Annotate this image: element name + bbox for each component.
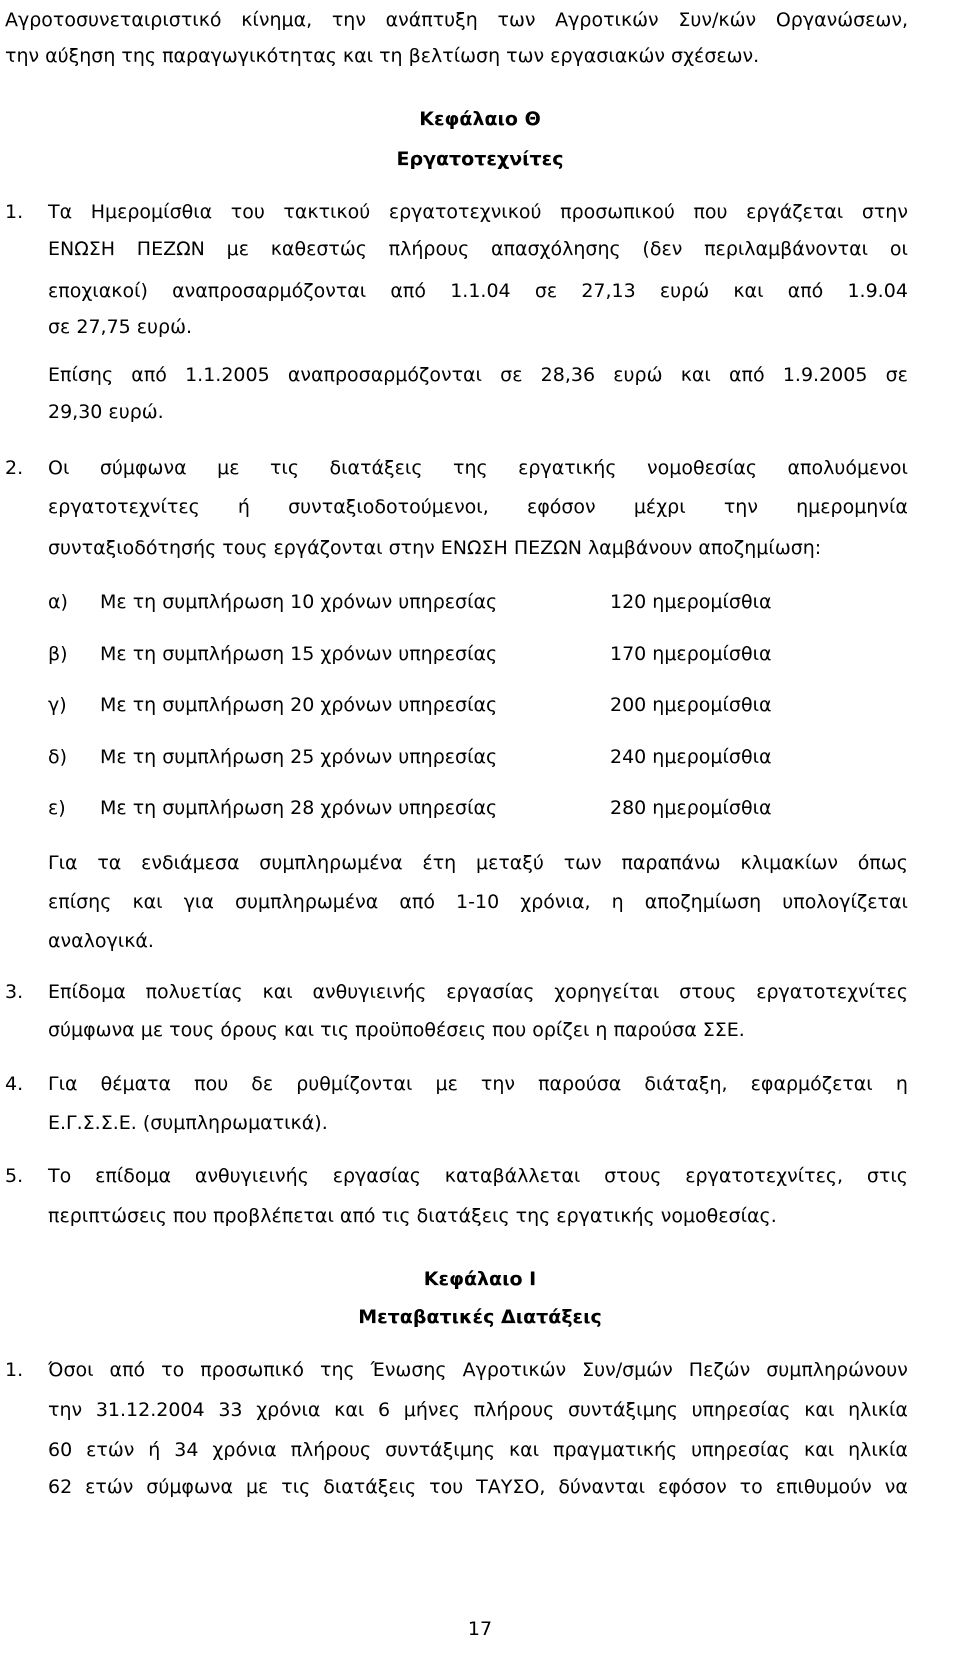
word: 1-10: [456, 891, 500, 913]
word: εφόσον: [658, 1476, 727, 1498]
item-1-number: 1.: [5, 201, 24, 223]
word: χρόνια: [212, 1439, 277, 1461]
word: από: [729, 364, 765, 386]
transitional-item-1-line-3: [48, 1441, 908, 1460]
word: 60: [48, 1439, 73, 1461]
word: εργασίας: [332, 1165, 421, 1187]
word: σύμφωνα: [99, 457, 187, 479]
word: πολυετίας: [145, 981, 243, 1003]
word: 28,36: [540, 364, 596, 386]
word: συντάξιμης: [385, 1439, 495, 1461]
word: Αγροτοσυνεταιριστικό: [5, 9, 222, 31]
word: πλήρους: [290, 1439, 372, 1461]
word: Όσοι: [48, 1359, 94, 1381]
word: χρόνια: [256, 1399, 321, 1421]
word: Επίσης: [48, 364, 114, 386]
word: 1.1.2005: [185, 364, 270, 386]
word: η: [895, 1073, 908, 1095]
word: ετών: [86, 1439, 135, 1461]
item-1-line-2: [48, 240, 908, 259]
word: εργατοτεχνίτες: [48, 496, 200, 518]
word: οι: [889, 238, 908, 260]
item-2-line-3: συνταξιοδότησής τους εργάζονται στην ΕΝΩΣΗ ΠΕΖΩΝ λαμβάνουν αποζημίωση:: [48, 537, 822, 559]
word: όπως: [857, 852, 908, 874]
item-2-line-1: [48, 459, 908, 478]
word: με: [226, 238, 249, 260]
word: ηλικία: [848, 1439, 908, 1461]
word: πραγματικής: [553, 1439, 678, 1461]
word: στους: [604, 1165, 662, 1187]
word: σύμφωνα: [146, 1476, 234, 1498]
transitional-item-1-line-2: [48, 1401, 908, 1420]
item-1-line-4: σε 27,75 ευρώ.: [48, 316, 193, 338]
item-5-line-1: [48, 1167, 908, 1186]
word: ευρώ: [613, 364, 663, 386]
word: και: [334, 1399, 365, 1421]
word: τις: [269, 457, 299, 479]
word: 33: [218, 1399, 243, 1421]
word: διάταξη,: [644, 1073, 728, 1095]
word: της: [320, 1359, 355, 1381]
word: 62: [48, 1476, 73, 1498]
word: ηλικία: [848, 1399, 908, 1421]
word: περιλαμβάνονται: [704, 238, 869, 260]
word: ΠΕΖΩΝ: [136, 238, 205, 260]
word: ετών: [85, 1476, 134, 1498]
word: που: [194, 1073, 229, 1095]
word: Ημερομίσθια: [90, 201, 213, 223]
word: 1.1.04: [450, 280, 511, 302]
word: Αγροτικών: [462, 1359, 567, 1381]
word: ενδιάμεσα: [141, 852, 240, 874]
word: θέματα: [100, 1073, 172, 1095]
word: μήνες: [403, 1399, 460, 1421]
word: συνταξιοδοτούμενοι,: [288, 496, 489, 518]
word: χορηγείται: [554, 981, 660, 1003]
row-letter: β): [48, 643, 68, 665]
word: έτη: [422, 852, 457, 874]
item-4-line-2: Ε.Γ.Σ.Σ.Ε. (συμπληρωματικά).: [48, 1112, 328, 1134]
word: αναπροσαρμόζονται: [172, 280, 367, 302]
word: αποζημίωση: [644, 891, 762, 913]
item-4-line-1: [48, 1075, 908, 1094]
word: του: [230, 201, 265, 223]
table-row: [48, 696, 808, 718]
word: συντάξιμης: [567, 1399, 678, 1421]
word: και: [680, 364, 711, 386]
word: για: [183, 891, 214, 913]
word: να: [884, 1476, 908, 1498]
word: μέχρι: [633, 496, 686, 518]
word: από: [109, 1359, 146, 1381]
row-text: Με τη συμπλήρωση 15 χρόνων υπηρεσίας: [100, 643, 498, 665]
row-value: 240 ημερομίσθια: [610, 746, 772, 768]
item-3-number: 3.: [5, 981, 24, 1003]
word: από: [787, 280, 824, 302]
word: Συν/κών: [678, 9, 757, 31]
word: και: [804, 1399, 835, 1421]
word: σε: [534, 280, 558, 302]
word: χρόνια,: [520, 891, 591, 913]
word: εργατικής: [518, 457, 617, 479]
word: συμπληρώνουν: [766, 1359, 908, 1381]
word: Για: [48, 1073, 78, 1095]
word: εργασίας: [446, 981, 535, 1003]
word: τα: [97, 852, 122, 874]
item-1-also-line-2: 29,30 ευρώ.: [48, 401, 164, 423]
word: την: [723, 496, 758, 518]
word: των: [497, 9, 536, 31]
word: αναπροσαρμόζονται: [287, 364, 482, 386]
word: την: [331, 9, 366, 31]
row-text: Με τη συμπλήρωση 28 χρόνων υπηρεσίας: [100, 797, 498, 819]
word: (δεν: [642, 238, 683, 260]
table-row: [48, 748, 808, 770]
word: 6: [378, 1399, 391, 1421]
row-letter: γ): [48, 694, 67, 716]
word: με: [245, 1476, 269, 1498]
page-number: 17: [467, 1618, 493, 1640]
word: του: [429, 1476, 464, 1498]
word: Το: [48, 1165, 72, 1187]
row-value: 170 ημερομίσθια: [610, 643, 772, 665]
word: υπηρεσίας: [691, 1439, 791, 1461]
word: από: [131, 364, 167, 386]
word: και: [733, 280, 764, 302]
word: καταβάλλεται: [444, 1165, 581, 1187]
item-3-line-1: [48, 983, 908, 1002]
item-2-number: 2.: [5, 457, 24, 479]
word: και: [262, 981, 293, 1003]
word: και: [508, 1439, 540, 1461]
item-1-also-line-1: [48, 366, 908, 385]
chapter-theta-subtitle: Εργατοτεχνίτες: [396, 148, 564, 170]
word: ή: [148, 1439, 161, 1461]
word: με: [435, 1073, 458, 1095]
table-row: [48, 593, 808, 615]
word: ανάπτυξη: [385, 9, 478, 31]
chapter-iota-subtitle: Μεταβατικές Διατάξεις: [358, 1306, 602, 1328]
word: και: [132, 891, 163, 913]
word: ή: [237, 496, 250, 518]
word: ΕΝΩΣΗ: [48, 238, 116, 260]
row-text: Με τη συμπλήρωση 20 χρόνων υπηρεσίας: [100, 694, 498, 716]
word: εργάζεται: [746, 201, 844, 223]
word: 1.9.2005: [782, 364, 868, 386]
item-1-line-3: [48, 282, 908, 301]
word: ημερομηνία: [796, 496, 908, 518]
word: το: [739, 1476, 763, 1498]
word: απολυόμενοι: [787, 457, 908, 479]
word: δε: [251, 1073, 274, 1095]
word: Τα: [48, 201, 73, 223]
word: εποχιακοί): [48, 280, 148, 302]
item-2-after-line-3: αναλογικά.: [48, 930, 154, 952]
word: κίνημα,: [241, 9, 313, 31]
row-value: 280 ημερομίσθια: [610, 797, 772, 819]
word: διατάξεις: [329, 457, 423, 479]
word: σε: [500, 364, 523, 386]
word: τις: [281, 1476, 311, 1498]
word: που: [693, 201, 728, 223]
word: επιθυμούν: [775, 1476, 872, 1498]
word: 34: [174, 1439, 199, 1461]
row-text: Με τη συμπλήρωση 10 χρόνων υπηρεσίας: [100, 591, 498, 613]
word: ρυθμίζονται: [296, 1073, 413, 1095]
item-2-after-line-1: [48, 854, 908, 873]
word: σε: [885, 364, 908, 386]
word: στους: [679, 981, 737, 1003]
intro-line-2: την αύξηση της παραγωγικότητας και τη βελτίωση των εργασιακών σχέσεων.: [5, 45, 760, 67]
word: τακτικού: [283, 201, 371, 223]
word: απασχόλησης: [491, 238, 621, 260]
word: στις: [866, 1165, 908, 1187]
word: από: [399, 891, 435, 913]
word: ευρώ: [659, 280, 710, 302]
table-row: [48, 799, 808, 821]
word: Ένωσης: [370, 1359, 447, 1381]
word: εργατοτεχνίτες,: [685, 1165, 844, 1187]
word: Για: [48, 852, 78, 874]
row-letter: α): [48, 591, 68, 613]
word: των: [563, 852, 602, 874]
word: Πεζών: [688, 1359, 751, 1381]
word: προσωπικού: [560, 201, 675, 223]
word: ΤΑΥΣΟ,: [476, 1476, 546, 1498]
word: κλιμακίων: [740, 852, 838, 874]
word: ανθυγιεινής: [194, 1165, 309, 1187]
word: επίσης: [48, 891, 112, 913]
word: νομοθεσίας: [647, 457, 757, 479]
word: διατάξεις: [323, 1476, 417, 1498]
word: Οργανώσεων,: [775, 9, 908, 31]
transitional-item-1-line-4: [48, 1478, 908, 1497]
chapter-theta-title: Κεφάλαιο Θ: [419, 108, 541, 130]
word: επίδομα: [95, 1165, 172, 1187]
word: παραπάνω: [621, 852, 721, 874]
row-value: 120 ημερομίσθια: [610, 591, 772, 613]
word: δύνανται: [558, 1476, 646, 1498]
item-2-after-line-2: [48, 893, 908, 912]
item-5-number: 5.: [5, 1165, 24, 1187]
item-3-line-2: σύμφωνα με τους όρους και τις προϋποθέσεις που ορίζει η παρούσα ΣΣΕ.: [48, 1019, 745, 1041]
word: Επίδομα: [48, 981, 126, 1003]
row-letter: ε): [48, 797, 66, 819]
word: της: [453, 457, 488, 479]
word: Συν/σμών: [582, 1359, 673, 1381]
word: εφαρμόζεται: [750, 1073, 873, 1095]
word: η: [611, 891, 624, 913]
word: ανθυγιεινής: [312, 981, 427, 1003]
word: εργατοτεχνικού: [388, 201, 542, 223]
intro-line-1: [5, 11, 908, 30]
word: καθεστώς: [270, 238, 367, 260]
word: την: [48, 1399, 83, 1421]
word: 31.12.2004: [95, 1399, 205, 1421]
word: συμπληρωμένα: [234, 891, 379, 913]
word: προσωπικό: [200, 1359, 304, 1381]
word: παρούσα: [538, 1073, 622, 1095]
word: την: [480, 1073, 516, 1095]
word: στην: [861, 201, 908, 223]
row-letter: δ): [48, 746, 68, 768]
transitional-item-1-number: 1.: [5, 1359, 24, 1381]
chapter-iota-title: Κεφάλαιο Ι: [423, 1268, 537, 1290]
word: Οι: [48, 457, 70, 479]
item-4-number: 4.: [5, 1073, 24, 1095]
word: Αγροτικών: [555, 9, 659, 31]
item-2-line-2: [48, 498, 908, 517]
word: το: [161, 1359, 185, 1381]
word: με: [217, 457, 240, 479]
word: 27,13: [581, 280, 636, 302]
word: συμπληρωμένα: [259, 852, 403, 874]
table-row: [48, 645, 808, 667]
word: πλήρους: [388, 238, 470, 260]
word: και: [804, 1439, 835, 1461]
word: εργατοτεχνίτες: [756, 981, 908, 1003]
row-text: Με τη συμπλήρωση 25 χρόνων υπηρεσίας: [100, 746, 498, 768]
word: υπηρεσίας: [691, 1399, 791, 1421]
row-value: 200 ημερομίσθια: [610, 694, 772, 716]
word: υπολογίζεται: [782, 891, 908, 913]
word: μεταξύ: [475, 852, 544, 874]
transitional-item-1-line-1: [48, 1361, 908, 1380]
item-5-line-2: περιπτώσεις που προβλέπεται από τις διατάξεις της εργατικής νομοθεσίας.: [48, 1205, 777, 1227]
word: εφόσον: [526, 496, 596, 518]
word: 1.9.04: [847, 280, 908, 302]
word: από: [390, 280, 426, 302]
item-1-line-1: [48, 203, 908, 222]
word: πλήρους: [473, 1399, 555, 1421]
